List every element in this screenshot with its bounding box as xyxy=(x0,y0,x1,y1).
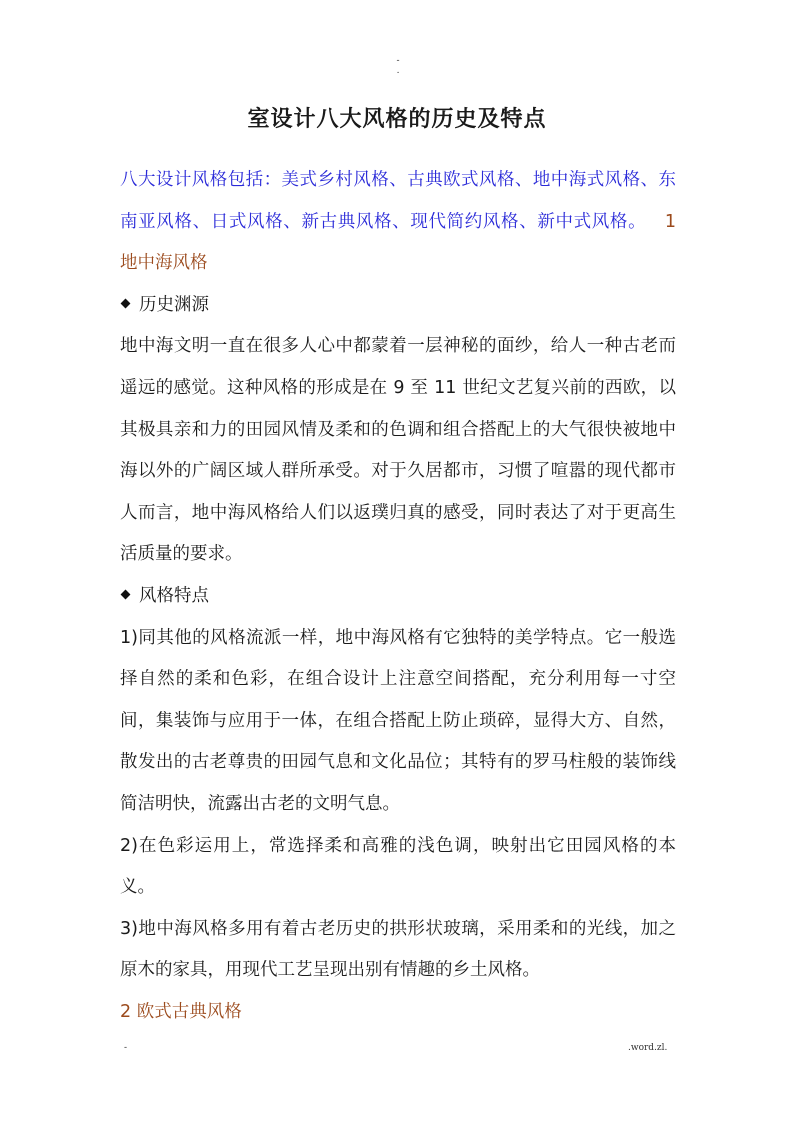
intro-text: 八大设计风格包括：美式乡村风格、古典欧式风格、地中海式风格、东南亚风格、日式风格、新古典风格、现代简约风格、新中式风格。 xyxy=(120,170,676,232)
feature-paragraph-2: 2)在色彩运用上，常选择柔和高雅的浅色调，映射出它田园风格的本义。 xyxy=(120,835,676,898)
feature-paragraph-3: 3)地中海风格多用有着古老历史的拱形状玻璃，采用柔和的光线，加之原木的家具，用现代工艺呈现出别有情趣的乡土风格。 xyxy=(120,918,676,981)
bullet-item-features xyxy=(120,576,676,618)
intro-paragraph xyxy=(120,160,676,285)
bullet-label-features: 风格特点 xyxy=(139,585,209,606)
diamond-bullet-icon xyxy=(121,589,131,599)
section-1-heading: 1 地中海风格 xyxy=(120,211,676,274)
history-paragraph: 地中海文明一直在很多人心中都蒙着一层神秘的面纱，给人一种古老而遥远的感觉。这种风格的形成是在 9 至 11 世纪文艺复兴前的西欧，以其极具亲和力的田园风情及柔和的色调和组合搭配上的大气很快被地中海以外的广阔区域人群所承受。对于久居都市，习惯了喧嚣的现代都市人而言，地中海风格给人们以返璞归真的感受，同时表达了对于更高生活质量的要求。 xyxy=(120,336,676,565)
diamond-bullet-icon xyxy=(121,298,131,308)
document-body xyxy=(120,160,676,1033)
feature-paragraph-1: 1)同其他的风格流派一样，地中海风格有它独特的美学特点。它一般选择自然的柔和色彩，在组合设计上注意空间搭配，充分利用每一寸空间，集装饰与应用于一体，在组合搭配上防止琐碎，显得大方、自然，散发出的古老尊贵的田园气息和文化品位；其特有的罗马柱般的装饰线简洁明快，流露出古老的文明气息。 xyxy=(120,627,676,814)
footer-right-mark: .word.zl. xyxy=(628,1043,668,1053)
footer-left-mark: - xyxy=(124,1043,128,1053)
page-header-mark xyxy=(392,56,404,76)
header-dot: . xyxy=(396,66,400,76)
bullet-label-history: 历史渊源 xyxy=(139,294,209,315)
header-dash: - xyxy=(396,56,400,66)
section-2-heading: 2 欧式古典风格 xyxy=(120,1001,242,1022)
bullet-item-history xyxy=(120,285,676,327)
document-title: 室设计八大风格的历史及特点 xyxy=(247,107,547,132)
